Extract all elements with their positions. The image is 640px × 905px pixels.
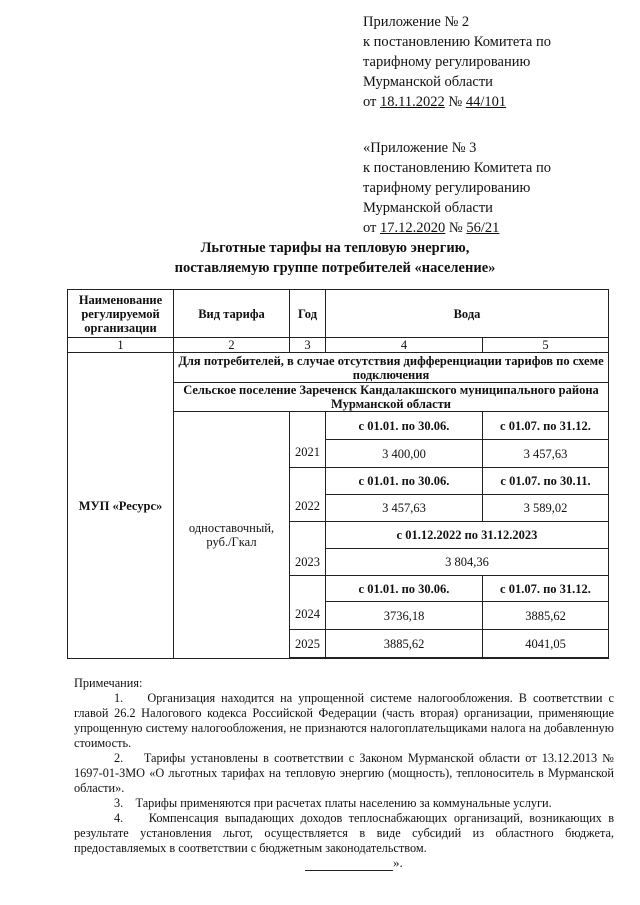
appendix-previous-date-line bbox=[363, 218, 551, 238]
year-cell: 2022 bbox=[290, 468, 326, 522]
spacer-cell bbox=[326, 658, 483, 659]
section-settlement: Сельское поселение Зареченск Кандалакшского муниципального района Мурманской области bbox=[174, 383, 609, 412]
number-prefix: № bbox=[444, 94, 466, 110]
appendix-current-line2: к постановлению Комитета по bbox=[363, 34, 551, 50]
section-consumers: Для потребителей, в случае отсутствия дифференциации тарифов по схеме подключения bbox=[174, 353, 609, 383]
value-cell: 3 804,36 bbox=[326, 549, 609, 576]
appendix-current bbox=[363, 12, 551, 112]
appendix-current-date-line bbox=[363, 92, 551, 112]
closing-line bbox=[305, 855, 403, 871]
appendix-current-line3: тарифному регулированию bbox=[363, 54, 531, 70]
period-cell: с 01.07. по 31.12. bbox=[483, 412, 609, 440]
note-item: 1. Организация находится на упрощенной системе налогообложения. В соответствии с главой 26.2 Налогового кодекса Российской Федерации (часть вторая) организации, применяющие упрощенную систему налогообложения, не признаются налогоплательщиками налога на добавленную стоимость. bbox=[74, 691, 614, 750]
year-cell: 2024 bbox=[290, 576, 326, 630]
col-number: 1 bbox=[68, 338, 174, 353]
period-cell: с 01.07. по 31.12. bbox=[483, 576, 609, 602]
value-cell: 3 400,00 bbox=[326, 440, 483, 468]
number-prefix: № bbox=[445, 220, 467, 236]
value-cell: 3885,62 bbox=[326, 630, 483, 658]
closing-mark: ». bbox=[393, 855, 403, 870]
value-cell: 3 457,63 bbox=[326, 495, 483, 522]
header-year: Год bbox=[290, 290, 326, 338]
appendix-previous bbox=[363, 138, 551, 238]
appendix-previous-number: 56/21 bbox=[466, 220, 500, 236]
tariff-type-cell: одноставочный, руб./Гкал bbox=[174, 412, 290, 659]
note-item: 3. Тарифы применяются при расчетах платы населению за коммунальные услуги. bbox=[114, 796, 552, 810]
appendix-previous-line3: тарифному регулированию bbox=[363, 180, 531, 196]
note-item: 2. Тарифы установлены в соответствии с Законом Мурманской области от 13.12.2013 № 1697-01-ЗМО «О льготных тарифах на тепловую энергию (мощность), теплоноситель в Мурманской области». bbox=[74, 751, 614, 795]
col-number: 3 bbox=[290, 338, 326, 353]
period-cell: с 01.01. по 30.06. bbox=[326, 576, 483, 602]
header-water: Вода bbox=[326, 290, 609, 338]
period-cell: с 01.12.2022 по 31.12.2023 bbox=[326, 522, 609, 549]
period-cell: с 01.01. по 30.06. bbox=[326, 468, 483, 495]
period-cell: с 01.01. по 30.06. bbox=[326, 412, 483, 440]
header-org: Наименование регулируемой организации bbox=[68, 290, 174, 338]
appendix-previous-line1: «Приложение № 3 bbox=[363, 140, 477, 156]
org-name-cell: МУП «Ресурс» bbox=[68, 353, 174, 659]
header-tariff-type: Вид тарифа bbox=[174, 290, 290, 338]
appendix-current-line4: Мурманской области bbox=[363, 74, 493, 90]
appendix-previous-line4: Мурманской области bbox=[363, 200, 493, 216]
note-item: 4. Компенсация выпадающих доходов теплоснабжающих организаций, возникающих в результате установления льгот, осуществляется в виде субсидий из областного бюджета, предоставляемых в соответствии с бюджетным законодательством. bbox=[74, 811, 614, 855]
appendix-current-number: 44/101 bbox=[465, 94, 507, 110]
date-prefix: от bbox=[363, 94, 381, 110]
period-cell: с 01.07. по 30.11. bbox=[483, 468, 609, 495]
title-line2: поставляемую группе потребителей «население» bbox=[174, 260, 496, 276]
year-cell: 2025 bbox=[290, 630, 326, 658]
col-number: 2 bbox=[174, 338, 290, 353]
notes-section bbox=[74, 676, 614, 856]
appendix-previous-date: 17.12.2020 bbox=[380, 220, 446, 236]
value-cell: 3736,18 bbox=[326, 602, 483, 630]
title-line1: Льготные тарифы на тепловую энергию, bbox=[200, 240, 470, 256]
value-cell: 3 457,63 bbox=[483, 440, 609, 468]
signature-line bbox=[305, 858, 393, 871]
table-row bbox=[68, 353, 609, 383]
value-cell: 4041,05 bbox=[483, 630, 609, 658]
value-cell: 3 589,02 bbox=[483, 495, 609, 522]
appendix-current-line1: Приложение № 2 bbox=[363, 14, 470, 30]
spacer-cell bbox=[290, 658, 326, 659]
appendix-current-date: 18.11.2022 bbox=[380, 94, 445, 110]
col-number: 5 bbox=[483, 338, 609, 353]
value-cell: 3885,62 bbox=[483, 602, 609, 630]
tariff-table bbox=[67, 289, 609, 659]
notes-heading: Примечания: bbox=[74, 676, 143, 690]
appendix-previous-line2: к постановлению Комитета по bbox=[363, 160, 551, 176]
spacer-cell bbox=[483, 658, 609, 659]
table-header-row bbox=[68, 290, 609, 338]
document-title bbox=[100, 238, 570, 278]
year-cell: 2023 bbox=[290, 522, 326, 576]
date-prefix: от bbox=[363, 220, 381, 236]
column-number-row bbox=[68, 338, 609, 353]
col-number: 4 bbox=[326, 338, 483, 353]
year-cell: 2021 bbox=[290, 412, 326, 468]
